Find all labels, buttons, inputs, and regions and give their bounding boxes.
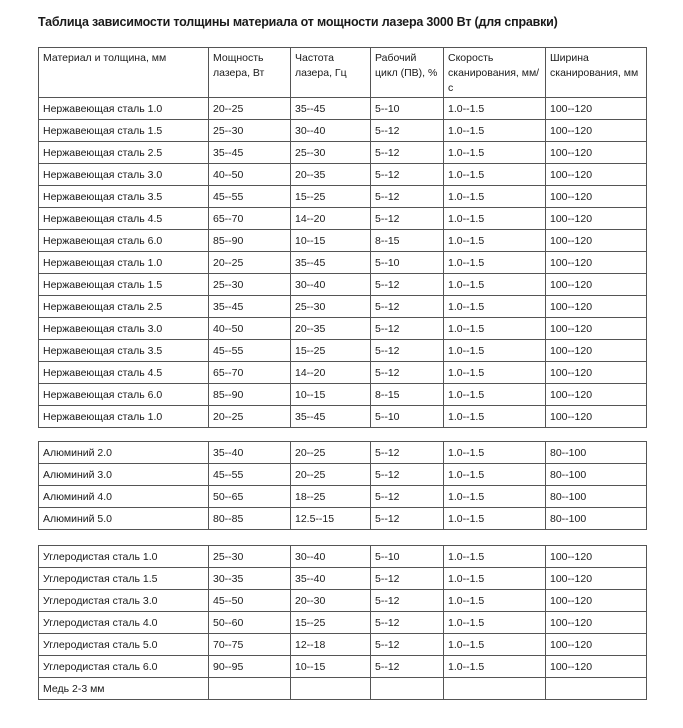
cell-scan-width: 100--120 <box>546 406 647 428</box>
table-row <box>39 362 647 384</box>
cell-laser-frequency: 12.5--15 <box>291 508 371 530</box>
cell-material: Углеродистая сталь 1.0 <box>39 546 209 568</box>
cell-duty-cycle: 5--12 <box>371 590 444 612</box>
cell-scan-width: 100--120 <box>546 252 647 274</box>
cell-duty-cycle: 5--12 <box>371 612 444 634</box>
cell-scan-width: 100--120 <box>546 296 647 318</box>
cell-scan-speed: 1.0--1.5 <box>444 164 546 186</box>
cell-scan-speed: 1.0--1.5 <box>444 590 546 612</box>
cell-scan-width: 100--120 <box>546 362 647 384</box>
cell-laser-frequency: 20--25 <box>291 442 371 464</box>
cell-scan-speed: 1.0--1.5 <box>444 142 546 164</box>
table-row <box>39 656 647 678</box>
cell-duty-cycle: 5--12 <box>371 568 444 590</box>
cell-material: Нержавеющая сталь 6.0 <box>39 384 209 406</box>
cell-scan-width: 100--120 <box>546 142 647 164</box>
cell-laser-frequency: 10--15 <box>291 656 371 678</box>
cell-duty-cycle <box>371 678 444 700</box>
cell-scan-speed: 1.0--1.5 <box>444 230 546 252</box>
cell-scan-width: 100--120 <box>546 274 647 296</box>
cell-laser-frequency: 25--30 <box>291 142 371 164</box>
cell-duty-cycle: 5--12 <box>371 318 444 340</box>
cell-duty-cycle: 5--12 <box>371 142 444 164</box>
cell-scan-speed: 1.0--1.5 <box>444 120 546 142</box>
cell-material: Нержавеющая сталь 2.5 <box>39 142 209 164</box>
cell-laser-frequency: 10--15 <box>291 384 371 406</box>
cell-laser-power: 50--65 <box>209 486 291 508</box>
cell-laser-frequency: 18--25 <box>291 486 371 508</box>
header-laser-frequency: Частота лазера, Гц <box>291 48 371 98</box>
cell-scan-speed: 1.0--1.5 <box>444 546 546 568</box>
cell-scan-speed: 1.0--1.5 <box>444 362 546 384</box>
cell-laser-power: 35--45 <box>209 296 291 318</box>
cell-laser-frequency: 20--35 <box>291 164 371 186</box>
cell-material: Алюминий 4.0 <box>39 486 209 508</box>
cell-material: Нержавеющая сталь 3.5 <box>39 186 209 208</box>
cell-scan-width: 100--120 <box>546 634 647 656</box>
cell-laser-frequency <box>291 678 371 700</box>
cell-laser-frequency: 35--40 <box>291 568 371 590</box>
cell-scan-speed: 1.0--1.5 <box>444 208 546 230</box>
aluminum-table <box>38 441 647 530</box>
cell-scan-width: 80--100 <box>546 442 647 464</box>
cell-laser-frequency: 15--25 <box>291 340 371 362</box>
cell-laser-power: 65--70 <box>209 208 291 230</box>
cell-material: Нержавеющая сталь 4.5 <box>39 208 209 230</box>
cell-duty-cycle: 5--10 <box>371 406 444 428</box>
table-row <box>39 384 647 406</box>
cell-material: Алюминий 3.0 <box>39 464 209 486</box>
cell-material: Углеродистая сталь 1.5 <box>39 568 209 590</box>
header-row <box>39 48 647 98</box>
cell-laser-power: 45--55 <box>209 340 291 362</box>
cell-scan-speed: 1.0--1.5 <box>444 568 546 590</box>
cell-laser-power: 85--90 <box>209 230 291 252</box>
cell-duty-cycle: 5--12 <box>371 362 444 384</box>
table-row <box>39 340 647 362</box>
cell-laser-frequency: 20--35 <box>291 318 371 340</box>
cell-material: Углеродистая сталь 4.0 <box>39 612 209 634</box>
cell-scan-speed: 1.0--1.5 <box>444 612 546 634</box>
cell-duty-cycle: 5--10 <box>371 546 444 568</box>
cell-laser-frequency: 14--20 <box>291 362 371 384</box>
cell-laser-power: 25--30 <box>209 274 291 296</box>
cell-duty-cycle: 5--12 <box>371 508 444 530</box>
header-scan-width: Ширина сканирования, мм <box>546 48 647 98</box>
cell-laser-power: 25--30 <box>209 120 291 142</box>
table-row <box>39 590 647 612</box>
cell-scan-width: 100--120 <box>546 98 647 120</box>
cell-scan-width <box>546 678 647 700</box>
cell-laser-power: 25--30 <box>209 546 291 568</box>
cell-laser-power <box>209 678 291 700</box>
cell-material: Нержавеющая сталь 1.0 <box>39 98 209 120</box>
table-row <box>39 464 647 486</box>
cell-scan-width: 100--120 <box>546 318 647 340</box>
cell-scan-width: 100--120 <box>546 164 647 186</box>
cell-laser-frequency: 30--40 <box>291 546 371 568</box>
cell-duty-cycle: 5--12 <box>371 634 444 656</box>
cell-laser-frequency: 20--30 <box>291 590 371 612</box>
cell-material: Нержавеющая сталь 1.0 <box>39 252 209 274</box>
cell-laser-power: 80--85 <box>209 508 291 530</box>
cell-material: Углеродистая сталь 6.0 <box>39 656 209 678</box>
cell-laser-power: 20--25 <box>209 406 291 428</box>
cell-material: Алюминий 2.0 <box>39 442 209 464</box>
header-laser-power: Мощность лазера, Вт <box>209 48 291 98</box>
cell-material: Нержавеющая сталь 1.0 <box>39 406 209 428</box>
cell-laser-power: 40--50 <box>209 164 291 186</box>
cell-laser-frequency: 30--40 <box>291 274 371 296</box>
cell-laser-power: 20--25 <box>209 98 291 120</box>
cell-laser-frequency: 35--45 <box>291 252 371 274</box>
cell-duty-cycle: 5--12 <box>371 120 444 142</box>
cell-scan-speed: 1.0--1.5 <box>444 486 546 508</box>
table-row <box>39 634 647 656</box>
cell-scan-width: 80--100 <box>546 486 647 508</box>
cell-duty-cycle: 5--10 <box>371 98 444 120</box>
stainless-steel-table <box>38 47 647 428</box>
cell-scan-width: 100--120 <box>546 208 647 230</box>
cell-scan-speed: 1.0--1.5 <box>444 406 546 428</box>
cell-laser-power: 45--55 <box>209 464 291 486</box>
table-row <box>39 486 647 508</box>
cell-material: Нержавеющая сталь 3.5 <box>39 340 209 362</box>
cell-duty-cycle: 5--12 <box>371 186 444 208</box>
table-row <box>39 318 647 340</box>
cell-scan-speed: 1.0--1.5 <box>444 274 546 296</box>
cell-scan-width: 100--120 <box>546 340 647 362</box>
cell-duty-cycle: 8--15 <box>371 384 444 406</box>
table-row <box>39 442 647 464</box>
cell-laser-frequency: 35--45 <box>291 406 371 428</box>
cell-laser-frequency: 14--20 <box>291 208 371 230</box>
cell-scan-width: 100--120 <box>546 590 647 612</box>
cell-scan-speed: 1.0--1.5 <box>444 442 546 464</box>
cell-material: Медь 2-3 мм <box>39 678 209 700</box>
cell-laser-power: 35--40 <box>209 442 291 464</box>
cell-scan-width: 100--120 <box>546 120 647 142</box>
cell-duty-cycle: 5--12 <box>371 340 444 362</box>
cell-duty-cycle: 5--12 <box>371 486 444 508</box>
document-title: Таблица зависимости толщины материала от мощности лазера 3000 Вт (для справки) <box>38 15 558 29</box>
cell-laser-power: 40--50 <box>209 318 291 340</box>
cell-scan-speed: 1.0--1.5 <box>444 634 546 656</box>
cell-duty-cycle: 5--10 <box>371 252 444 274</box>
cell-laser-frequency: 35--45 <box>291 98 371 120</box>
table-row <box>39 230 647 252</box>
cell-laser-frequency: 10--15 <box>291 230 371 252</box>
cell-laser-power: 45--55 <box>209 186 291 208</box>
cell-laser-frequency: 15--25 <box>291 612 371 634</box>
table-row <box>39 678 647 700</box>
header-duty-cycle: Рабочий цикл (ПВ), % <box>371 48 444 98</box>
table-row <box>39 568 647 590</box>
cell-laser-frequency: 12--18 <box>291 634 371 656</box>
table-row <box>39 208 647 230</box>
cell-scan-width: 100--120 <box>546 230 647 252</box>
cell-duty-cycle: 8--15 <box>371 230 444 252</box>
table-row <box>39 296 647 318</box>
cell-laser-frequency: 15--25 <box>291 186 371 208</box>
table-row <box>39 164 647 186</box>
table-row <box>39 612 647 634</box>
cell-material: Углеродистая сталь 3.0 <box>39 590 209 612</box>
cell-scan-width: 80--100 <box>546 508 647 530</box>
cell-laser-power: 35--45 <box>209 142 291 164</box>
cell-scan-speed: 1.0--1.5 <box>444 186 546 208</box>
table-row <box>39 546 647 568</box>
cell-laser-power: 85--90 <box>209 384 291 406</box>
cell-duty-cycle: 5--12 <box>371 464 444 486</box>
cell-scan-speed: 1.0--1.5 <box>444 464 546 486</box>
cell-laser-power: 45--50 <box>209 590 291 612</box>
cell-scan-speed: 1.0--1.5 <box>444 296 546 318</box>
cell-duty-cycle: 5--12 <box>371 296 444 318</box>
cell-material: Нержавеющая сталь 3.0 <box>39 164 209 186</box>
cell-duty-cycle: 5--12 <box>371 208 444 230</box>
cell-scan-speed: 1.0--1.5 <box>444 98 546 120</box>
cell-laser-power: 20--25 <box>209 252 291 274</box>
cell-laser-frequency: 30--40 <box>291 120 371 142</box>
cell-laser-power: 30--35 <box>209 568 291 590</box>
cell-duty-cycle: 5--12 <box>371 656 444 678</box>
cell-scan-width: 100--120 <box>546 612 647 634</box>
header-material: Материал и толщина, мм <box>39 48 209 98</box>
carbon-steel-table <box>38 545 647 700</box>
cell-laser-power: 70--75 <box>209 634 291 656</box>
cell-material: Нержавеющая сталь 6.0 <box>39 230 209 252</box>
table-row <box>39 274 647 296</box>
cell-laser-power: 65--70 <box>209 362 291 384</box>
table-row <box>39 120 647 142</box>
cell-scan-speed <box>444 678 546 700</box>
cell-duty-cycle: 5--12 <box>371 274 444 296</box>
cell-scan-speed: 1.0--1.5 <box>444 656 546 678</box>
cell-duty-cycle: 5--12 <box>371 164 444 186</box>
cell-scan-speed: 1.0--1.5 <box>444 340 546 362</box>
cell-scan-width: 100--120 <box>546 568 647 590</box>
cell-scan-width: 100--120 <box>546 656 647 678</box>
table-row <box>39 142 647 164</box>
cell-scan-speed: 1.0--1.5 <box>444 252 546 274</box>
table-row <box>39 252 647 274</box>
cell-scan-speed: 1.0--1.5 <box>444 384 546 406</box>
cell-material: Алюминий 5.0 <box>39 508 209 530</box>
table-row <box>39 186 647 208</box>
cell-duty-cycle: 5--12 <box>371 442 444 464</box>
cell-scan-width: 80--100 <box>546 464 647 486</box>
cell-material: Нержавеющая сталь 1.5 <box>39 274 209 296</box>
cell-scan-speed: 1.0--1.5 <box>444 508 546 530</box>
cell-scan-width: 100--120 <box>546 186 647 208</box>
cell-laser-power: 50--60 <box>209 612 291 634</box>
table-row <box>39 406 647 428</box>
header-scan-speed: Скорость сканирования, мм/с <box>444 48 546 98</box>
cell-scan-width: 100--120 <box>546 546 647 568</box>
cell-material: Нержавеющая сталь 2.5 <box>39 296 209 318</box>
table-row <box>39 98 647 120</box>
cell-laser-frequency: 20--25 <box>291 464 371 486</box>
cell-material: Нержавеющая сталь 4.5 <box>39 362 209 384</box>
cell-scan-speed: 1.0--1.5 <box>444 318 546 340</box>
table-row <box>39 508 647 530</box>
cell-laser-power: 90--95 <box>209 656 291 678</box>
cell-material: Углеродистая сталь 5.0 <box>39 634 209 656</box>
cell-material: Нержавеющая сталь 3.0 <box>39 318 209 340</box>
cell-scan-width: 100--120 <box>546 384 647 406</box>
cell-laser-frequency: 25--30 <box>291 296 371 318</box>
cell-material: Нержавеющая сталь 1.5 <box>39 120 209 142</box>
